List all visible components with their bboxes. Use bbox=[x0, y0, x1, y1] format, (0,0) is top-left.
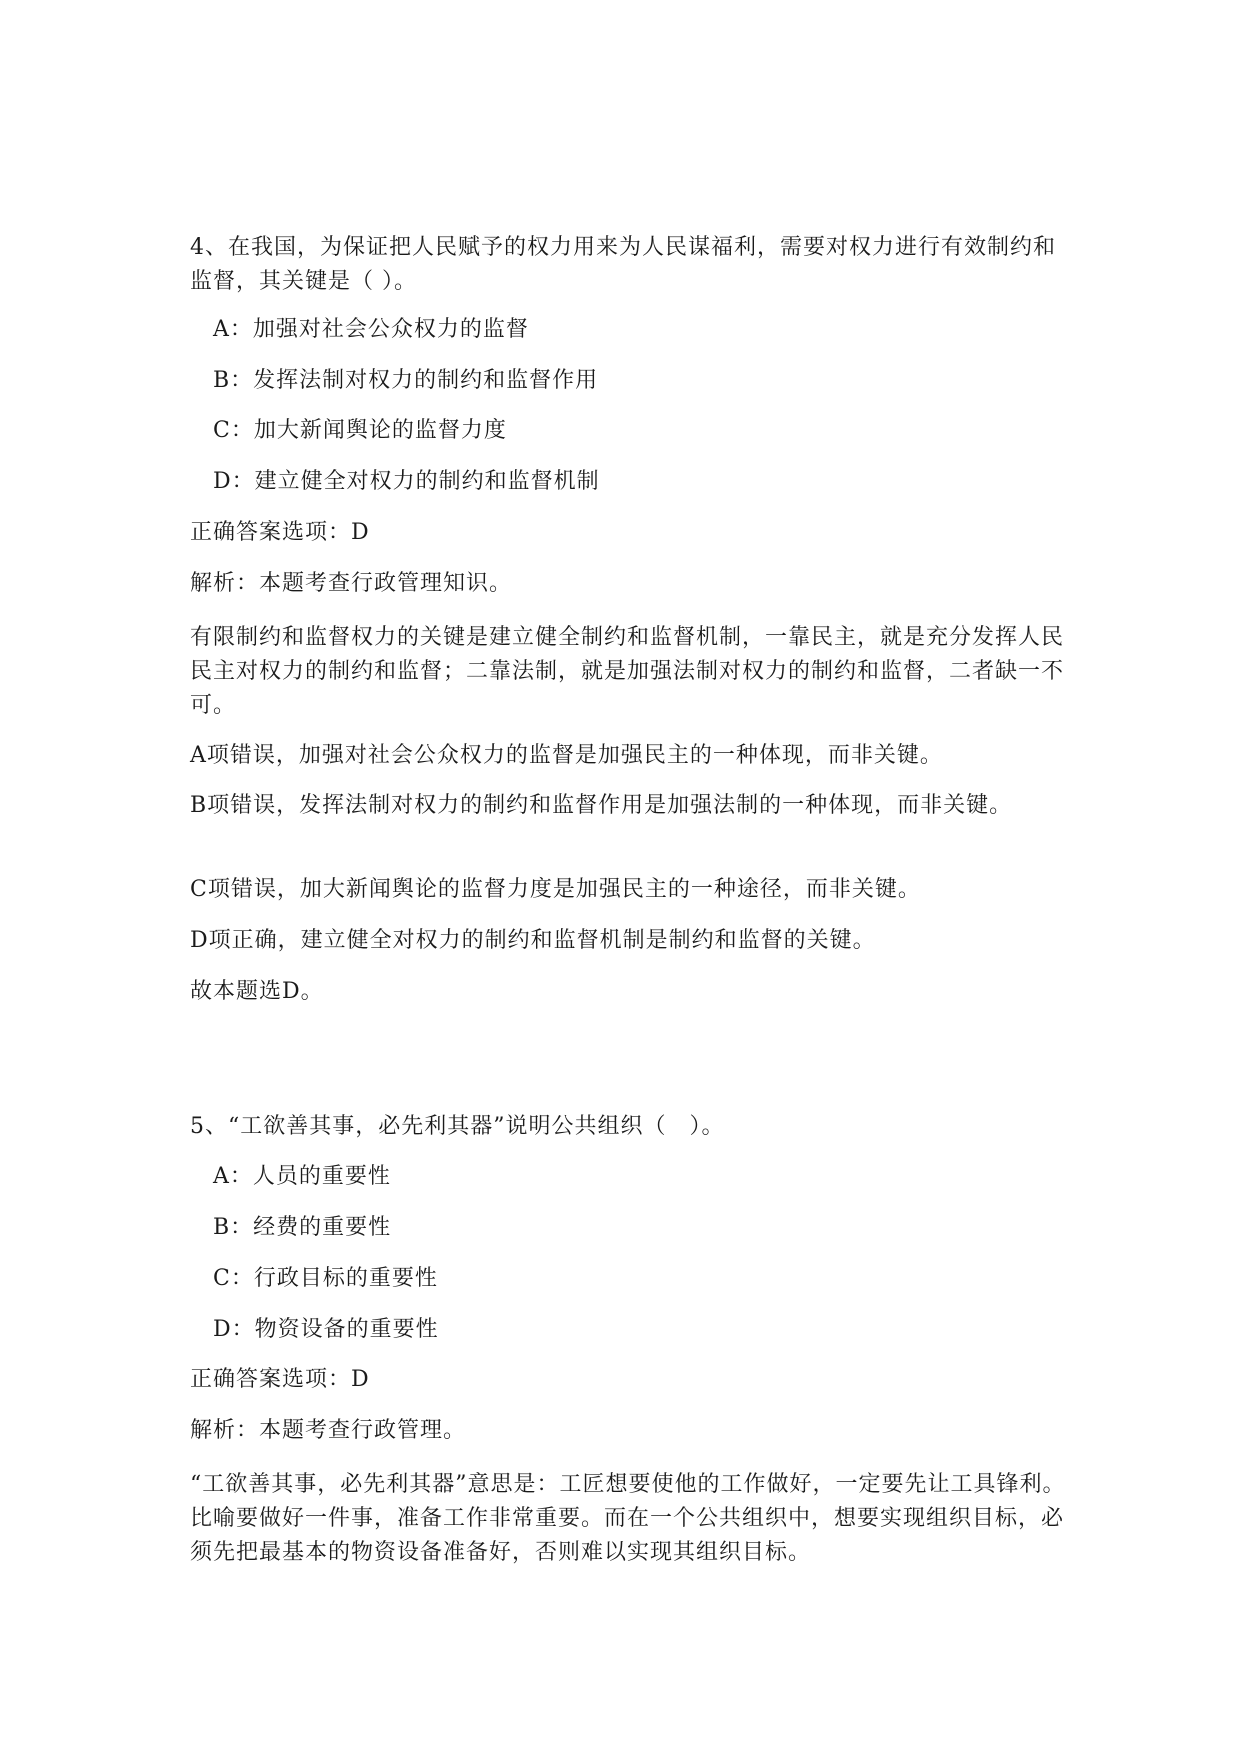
question-5-option-b: B：经费的重要性 bbox=[213, 1215, 392, 1240]
question-5-option-c: C：行政目标的重要性 bbox=[213, 1266, 438, 1291]
question-4-analysis-p6: 故本题选D。 bbox=[190, 979, 324, 1004]
question-5-answer: 正确答案选项：D bbox=[190, 1367, 370, 1392]
question-5-option-d: D：物资设备的重要性 bbox=[213, 1317, 439, 1342]
question-4-option-a: A：加强对社会公众权力的监督 bbox=[213, 317, 529, 342]
question-4-option-c: C：加大新闻舆论的监督力度 bbox=[213, 418, 507, 443]
question-4-analysis-p3: B项错误，发挥法制对权力的制约和监督作用是加强法制的一种体现，而非关键。 bbox=[190, 793, 1013, 818]
question-4-analysis-title: 解析：本题考查行政管理知识。 bbox=[190, 571, 513, 596]
question-4-option-d: D：建立健全对权力的制约和监督机制 bbox=[213, 469, 600, 494]
question-5-analysis-title: 解析：本题考查行政管理。 bbox=[190, 1418, 467, 1443]
question-4-answer: 正确答案选项：D bbox=[190, 520, 370, 545]
question-4-stem: 4、在我国，为保证把人民赋予的权力用来为人民谋福利，需要对权力进行有效制约和监督，其关键是（ ）。 bbox=[190, 235, 1056, 294]
question-4-option-b: B：发挥法制对权力的制约和监督作用 bbox=[213, 368, 599, 393]
question-5-stem: 5、“工欲善其事，必先利其器”说明公共组织（ ）。 bbox=[190, 1114, 725, 1139]
question-5-option-a: A：人员的重要性 bbox=[213, 1164, 391, 1189]
question-5-analysis-p1: “工欲善其事，必先利其器”意思是：工匠想要使他的工作做好，一定要先让工具锋利。比喻要做好一件事，准备工作非常重要。而在一个公共组织中，想要实现组织目标，必须先把最基本的物资设备准备好，否则难以实现其组织目标。 bbox=[190, 1472, 1066, 1565]
question-4-analysis-p2: A项错误，加强对社会公众权力的监督是加强民主的一种体现，而非关键。 bbox=[190, 743, 943, 768]
question-4-analysis-p5: D项正确，建立健全对权力的制约和监督机制是制约和监督的关键。 bbox=[190, 928, 876, 953]
question-4-analysis-p4: C项错误，加大新闻舆论的监督力度是加强民主的一种途径，而非关键。 bbox=[190, 877, 921, 902]
question-4-analysis-p1: 有限制约和监督权力的关键是建立健全制约和监督机制，一靠民主，就是充分发挥人民民主对权力的制约和监督；二靠法制，就是加强法制对权力的制约和监督，二者缺一不可。 bbox=[190, 625, 1065, 718]
